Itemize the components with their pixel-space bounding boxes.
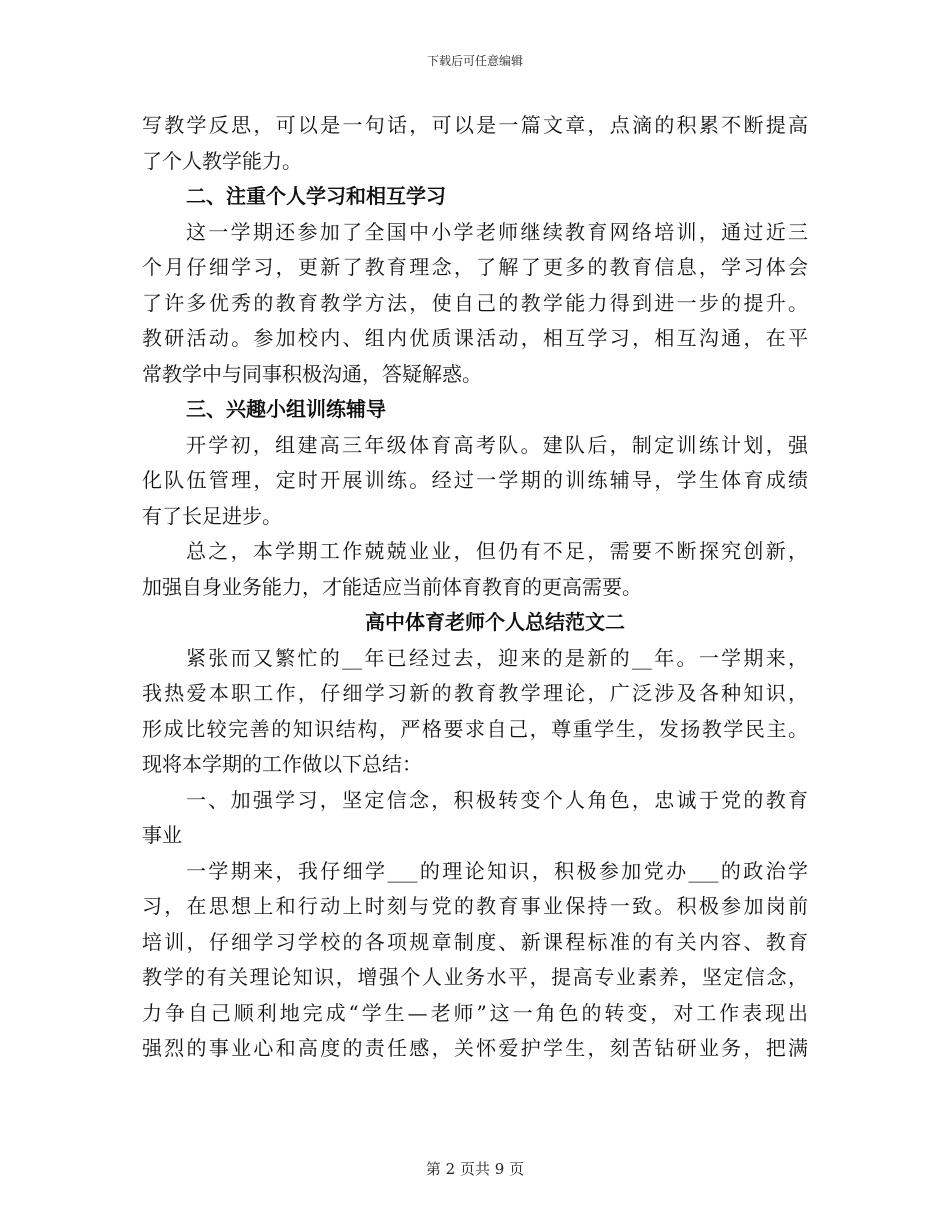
paragraph-line: 个月仔细学习，更新了教育理念，了解了更多的教育信息，学习体会 [142, 255, 808, 279]
paragraph-line: 化队伍管理，定时开展训练。经过一学期的训练辅导，学生体育成绩 [142, 468, 808, 492]
paragraph-line: 加强自身业务能力，才能适应当前体育教育的更高需要。 [142, 574, 642, 599]
paragraph-line: 这一学期还参加了全国中小学老师继续教育网络培训，通过近三 [186, 219, 808, 244]
paragraph-line: 事业 [142, 823, 182, 847]
paragraph-line: 常教学中与同事积极沟通，答疑解惑。 [142, 361, 482, 386]
paragraph-line: 一学期来，我仔细学___的理论知识，积极参加党办___的政治学 [186, 858, 808, 883]
paragraph-line: 总之，本学期工作兢兢业业，但仍有不足，需要不断探究创新， [186, 539, 808, 563]
paragraph-line: 力争自己顺利地完成“学生—老师”这一角色的转变，对工作表现出 [142, 1000, 808, 1025]
document-body [142, 108, 808, 1067]
page-footer: 第 2 页共 9 页 [425, 1160, 525, 1178]
paragraph-line: 了个人教学能力。 [142, 148, 302, 173]
paragraph-line: 形成比较完善的知识结构，严格要求自己，尊重学生，发扬教学民主。 [142, 716, 808, 741]
section-heading: 二、注重个人学习和相互学习 [186, 184, 446, 208]
paragraph-line: 习，在思想上和行动上时刻与党的教育事业保持一致。积极参加岗前 [142, 894, 808, 918]
paragraph-line: 教学的有关理论知识，增强个人业务水平，提高专业素养，坚定信念， [142, 965, 808, 989]
page-header: 下载后可任意编辑 [426, 54, 523, 68]
paragraph-line: 培训，仔细学习学校的各项规章制度、新课程标准的有关内容、教育 [142, 929, 808, 954]
section-heading: 三、兴趣小组训练辅导 [186, 397, 386, 421]
article-title: 高中体育老师个人总结范文二 [365, 610, 625, 634]
paragraph-line: 有了长足进步。 [142, 503, 282, 528]
paragraph-line: 强烈的事业心和高度的责任感，关怀爱护学生，刻苦钻研业务，把满 [142, 1036, 808, 1060]
paragraph-line: 教研活动。参加校内、组内优质课活动，相互学习，相互沟通，在平 [142, 326, 808, 350]
paragraph-line: 了许多优秀的教育教学方法，使自己的教学能力得到进一步的提升。 [142, 290, 808, 315]
paragraph-line: 我热爱本职工作，仔细学习新的教育教学理论，广泛涉及各种知识， [142, 681, 808, 705]
paragraph-line: 紧张而又繁忙的__年已经过去，迎来的是新的__年。一学期来， [186, 645, 808, 670]
paragraph-line: 写教学反思，可以是一句话，可以是一篇文章，点滴的积累不断提高 [142, 113, 808, 137]
paragraph-line: 现将本学期的工作做以下总结： [142, 752, 422, 776]
paragraph-line: 开学初，组建高三年级体育高考队。建队后，制定训练计划，强 [186, 432, 808, 457]
subsection-heading: 一、加强学习，坚定信念，积极转变个人角色，忠诚于党的教育 [186, 787, 808, 812]
